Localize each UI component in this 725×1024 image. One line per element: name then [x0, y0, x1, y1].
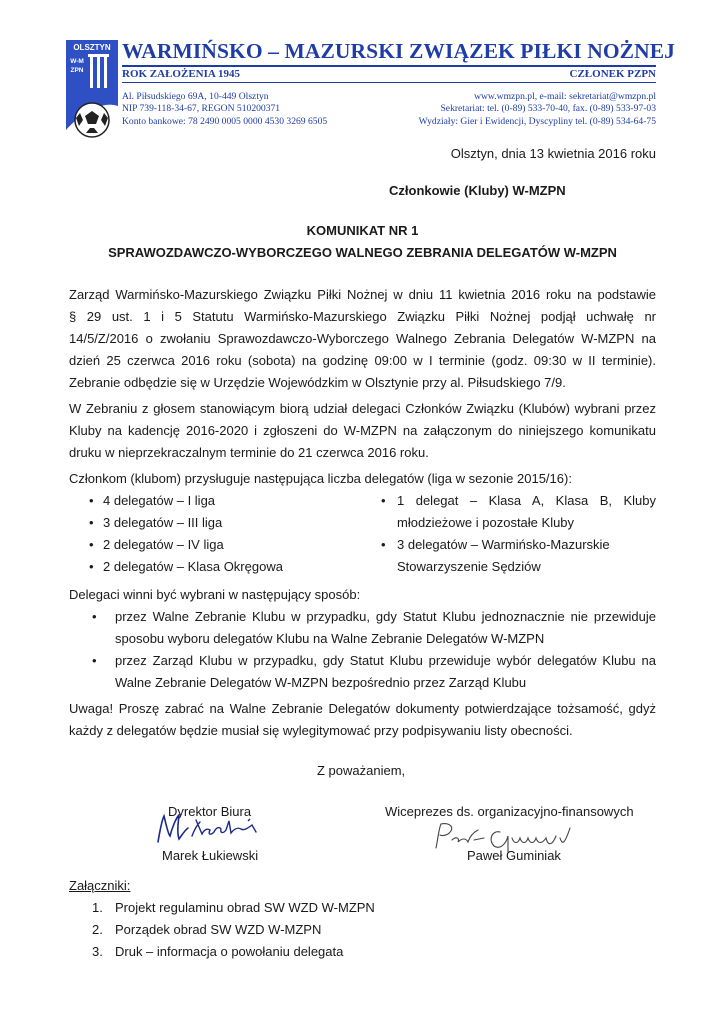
delegates-right-item-1-line-1: 1 delegat – Klasa A, Klasa B, Kluby [397, 493, 656, 508]
signature-left-name: Marek Łukiewski [162, 848, 259, 863]
heading-line-1: KOMUNIKAT NR 1 [306, 223, 419, 238]
note-line-2: każdy z delegatów będzie musiał się wylegitymować przy podpisywaniu listy obecności. [69, 723, 573, 738]
logo-abbr-2: ZPN [70, 67, 84, 74]
attachment-number: 3. [92, 944, 103, 959]
addressee: Członkowie (Kluby) W-MZPN [389, 183, 566, 198]
bullet-icon: • [89, 537, 94, 552]
delegates-right-item-2-line-1: 3 delegatów – Warmińsko-Mazurskie [397, 537, 610, 552]
letterhead-title: WARMIŃSKO – MAZURSKI ZWIĄZEK PIŁKI NOŻNEJ [122, 39, 676, 63]
letterhead-address-block [122, 91, 327, 128]
letterhead-nip-regon: NIP 739-118-34-67, REGON 510200371 [122, 103, 281, 115]
letterhead-address: Al. Piłsudskiego 69A, 10-449 Olsztyn [122, 91, 269, 102]
bullet-icon: • [381, 537, 386, 552]
letterhead-bank-account: Konto bankowe: 78 2490 0005 0000 4530 3269 6505 [122, 115, 328, 127]
delegates-right-item-2-line-2: Stowarzyszenie Sędziów [397, 559, 541, 574]
paragraph-1-line-1: Zarząd Warmińsko-Mazurskiego Związku Piłki Nożnej w dniu 11 kwietnia 2016 roku na podstawie [69, 287, 656, 302]
delegates-left-item-4: 2 delegatów – Klasa Okręgowa [103, 559, 283, 574]
attachment-item-3: Druk – informacja o powołaniu delegata [115, 944, 344, 959]
bullet-icon: • [381, 493, 386, 508]
delegates-left-item-3: 2 delegatów – IV liga [103, 537, 224, 552]
signature-right-name: Paweł Guminiak [467, 848, 561, 863]
election-item-1-line-1: przez Walne Zebranie Klubu w przypadku, gdy Statut Klubu jednoznacznie nie przewiduje [115, 609, 656, 624]
letterhead-member: CZŁONEK PZPN [569, 68, 656, 80]
attachments-title: Załączniki: [69, 878, 131, 893]
signature-right-role: Wiceprezes ds. organizacyjno-finansowych [385, 804, 634, 819]
wmzpn-logo [66, 40, 118, 140]
delegates-intro: Członkom (klubom) przysługuje następująca liczba delegatów (liga w sezonie 2015/16): [69, 471, 572, 486]
logo-abbr-1: W-M [70, 58, 84, 65]
letterhead-rule-top [122, 65, 656, 67]
letterhead-contact-block [419, 91, 656, 128]
paragraph-2-line-1: W Zebraniu z głosem stanowiącym biorą udział delegaci Członków Związku (Klubów) wybrani przez [69, 401, 656, 416]
paragraph-1-line-2: § 29 ust. 1 i 5 Statutu Warmińsko-Mazurskiego Związku Piłki Nożnej podjął uchwałę nr [69, 309, 656, 324]
election-intro: Delegaci winni być wybrani w następujący sposób: [69, 587, 361, 602]
date-line: Olsztyn, dnia 13 kwietnia 2016 roku [450, 146, 656, 161]
signature-left-handwriting [152, 806, 270, 850]
election-item-2-line-1: przez Zarząd Klubu w przypadku, gdy Statut Klubu przewiduje wybór delegatów Klubu na [115, 653, 656, 668]
delegates-left-item-1: 4 delegatów – I liga [103, 493, 216, 508]
bullet-icon: • [92, 609, 97, 624]
bullet-icon: • [89, 515, 94, 530]
attachment-item-2: Porządek obrad SW WZD W-MZPN [115, 922, 322, 937]
paragraph-2-line-3: druku w nieprzekraczalnym terminie do 21 czerwca 2016 roku. [69, 445, 429, 460]
closing: Z poważaniem, [317, 763, 406, 778]
delegates-right-item-1-line-2: młodzieżowe i pozostałe Kluby [397, 515, 575, 530]
bullet-icon: • [89, 559, 94, 574]
bullet-icon: • [89, 493, 94, 508]
logo-city: OLSZTYN [73, 43, 111, 52]
election-item-1-line-2: sposobu wyboru delegatów Klubu na Walne Zebranie Delegatów W-MZPN [115, 631, 545, 646]
paragraph-1-line-3: 14/5/Z/2016 o zwołaniu Sprawozdawczo-Wyborczego Walnego Zebrania Delegatów W-MZPN na [69, 331, 656, 346]
paragraph-1-line-5: Zebranie odbędzie się w Urzędzie Wojewódzkim w Olsztynie przy al. Piłsudskiego 7/9. [69, 375, 566, 390]
signature-left-role: Dyrektor Biura [168, 804, 252, 819]
letterhead-secretariat-phone: Sekretariat: tel. (0-89) 533-70-40, fax. (0-89) 533-97-03 [440, 103, 656, 115]
note-line-1: Uwaga! Proszę zabrać na Walne Zebranie Delegatów dokumenty potwierdzające tożsamość, gdyż [69, 701, 656, 716]
paragraph-2-line-2: Kluby na kadencję 2016-2020 i zgłoszeni do W-MZPN na załączonym do niniejszego komunikatu [69, 423, 656, 438]
attachment-item-1: Projekt regulaminu obrad SW WZD W-MZPN [115, 900, 375, 915]
letterhead-rule-bottom [122, 82, 656, 83]
bullet-icon: • [92, 653, 97, 668]
letterhead-departments-phone: Wydziały: Gier i Ewidencji, Dyscypliny tel. (0-89) 534-64-75 [418, 115, 656, 127]
paragraph-1-line-4: dzień 25 czerwca 2016 roku (sobota) na godzinę 09:00 w I terminie (godz. 09:30 w II terminie). [69, 353, 656, 368]
heading-line-2: SPRAWOZDAWCZO-WYBORCZEGO WALNEGO ZEBRANIA DELEGATÓW W-MZPN [108, 245, 617, 260]
letterhead-web-email: www.wmzpn.pl, e-mail: sekretariat@wmzpn.pl [474, 91, 656, 102]
election-item-2-line-2: Walne Zebranie Delegatów W-MZPN bezpośrednio przez Zarząd Klubu [115, 675, 527, 690]
attachment-number: 1. [92, 900, 103, 915]
delegates-left-item-2: 3 delegatów – III liga [103, 515, 223, 530]
letterhead-founded: ROK ZAŁOŻENIA 1945 [122, 68, 240, 80]
attachment-number: 2. [92, 922, 103, 937]
